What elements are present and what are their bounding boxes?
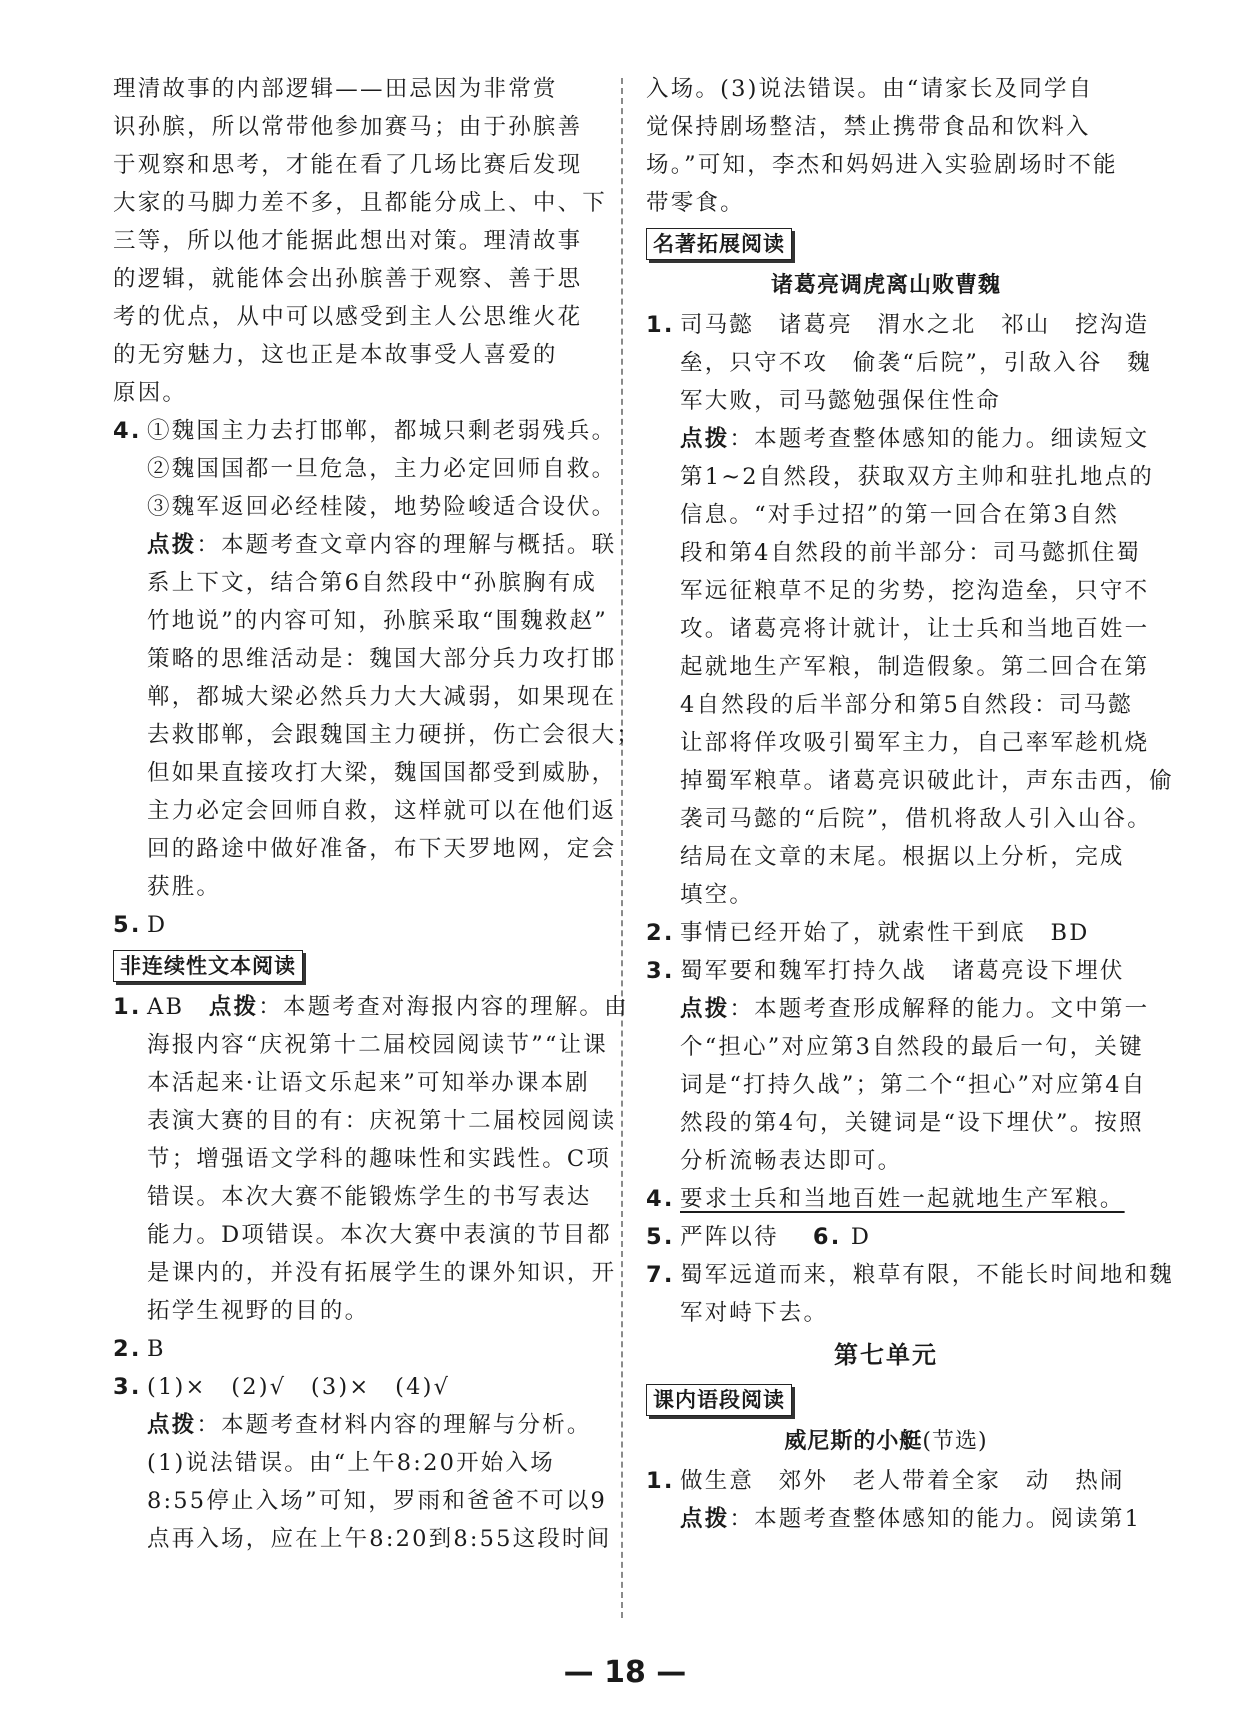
answer-text: 严阵以待 [680, 1224, 779, 1250]
answer-text: 蜀军要和魏军打持久战 诸葛亮设下埋伏 [680, 958, 1125, 984]
answer-text: B [147, 1336, 166, 1362]
text-line: 带零食。 [646, 190, 745, 216]
item-number: 1. [646, 1468, 675, 1494]
section-heading-nonlinear: 非连续性文本阅读 [113, 950, 303, 982]
text-line: 是课内的，并没有拓展学生的课外知识，开 [147, 1260, 617, 1286]
text-line: 4自然段的后半部分和第5自然段：司马懿 [680, 692, 1133, 718]
text-line: ②魏国国都一旦危急，主力必定回师自救。 [147, 456, 617, 482]
answer-item-n2 [113, 1330, 598, 1368]
left-column [113, 70, 642, 1558]
item-number: 2. [113, 1336, 142, 1362]
text-line: 司马懿 诸葛亮 渭水之北 祁山 挖沟造 [680, 312, 1150, 338]
answer-text: 做生意 郊外 老人带着全家 动 热闹 [680, 1468, 1125, 1494]
answer-item-r1 [646, 306, 1175, 914]
text-line: 分析流畅表达即可。 [680, 1148, 903, 1174]
item-number: 7. [646, 1262, 675, 1288]
text-line: 郸，都城大梁必然兵力大大减弱，如果现在 [147, 684, 617, 710]
text-line: 信息。“对手过招”的第一回合在第3自然 [680, 502, 1120, 528]
answer-item-n3 [113, 1368, 612, 1558]
text-line: 8:55停止入场”可知，罗雨和爸爸不可以9 [147, 1488, 608, 1514]
text-line: 的无穷魅力，这也正是本故事受人喜爱的 [113, 342, 558, 368]
text-line: 入场。(3)说法错误。由“请家长及同学自 [646, 76, 1094, 102]
item-number: 5. [113, 912, 142, 938]
text-line: 节；增强语文学科的趣味性和实践性。C项 [147, 1146, 612, 1172]
tip-label: 点拨 [147, 532, 197, 558]
text-line: ①魏国主力去打邯郸，都城只剩老弱残兵。 [147, 418, 617, 444]
column-divider [621, 78, 623, 1618]
item-number: 4. [646, 1186, 675, 1212]
passage-title [646, 1422, 1126, 1462]
answer-text: (1)× (2)√ (3)× (4)√ [147, 1374, 451, 1400]
text-line: 让部将佯攻吸引蜀军主力，自己率军趁机烧 [680, 730, 1150, 756]
answer-text: D [147, 912, 168, 938]
text-line: 理清故事的内部逻辑——田忌因为非常赏 [113, 76, 558, 102]
text-line: 觉保持剧场整洁，禁止携带食品和饮料入 [646, 114, 1091, 140]
tip-label: 点拨 [208, 994, 259, 1020]
text-line: 考的优点，从中可以感受到主人公思维火花 [113, 304, 583, 330]
answer-item-r5 [646, 1218, 1126, 1256]
text-line: 词是“打持久战”；第二个“担心”对应第4自 [680, 1072, 1147, 1098]
text-line: 军对峙下去。 [680, 1300, 829, 1326]
tip-label: 点拨 [680, 996, 730, 1022]
text-line: 系上下文，结合第6自然段中“孙膑胸有成 [147, 570, 598, 596]
text-line: 竹地说”的内容可知，孙膑采取“围魏救赵” [147, 608, 609, 634]
text-line: ：本题考查材料内容的理解与分析。 [196, 1412, 592, 1438]
passage-note: (节选) [922, 1429, 988, 1454]
answer-item-n1 [113, 988, 629, 1330]
answer-text: AB [147, 994, 185, 1020]
text-line: ：本题考查形成解释的能力。文中第一 [729, 996, 1150, 1022]
item-number: 1. [646, 312, 675, 338]
item-number: 3. [646, 958, 675, 984]
answer-item-v1 [646, 1462, 1142, 1538]
text-line: 填空。 [680, 882, 755, 908]
text-line: 掉蜀军粮草。诸葛亮识破此计，声东击西，偷 [680, 768, 1175, 794]
answer-item-5 [113, 906, 598, 944]
text-line: ③魏军返回必经桂陵，地势险峻适合设伏。 [147, 494, 617, 520]
text-line: 获胜。 [147, 874, 222, 900]
tip-label: 点拨 [680, 426, 730, 452]
text-line: 场。”可知，李杰和妈妈进入实验剧场时不能 [646, 152, 1118, 178]
text-line: (1)说法错误。由“上午8:20开始入场 [147, 1450, 555, 1476]
intro-paragraph [113, 70, 608, 412]
answer-text-underlined: 要求士兵和当地百姓一起就地生产军粮。 [680, 1186, 1125, 1212]
right-column [646, 70, 1175, 1538]
text-line: 错误。本次大赛不能锻炼学生的书写表达 [147, 1184, 592, 1210]
text-line: 袭司马懿的“后院”，借机将敌人引入山谷。 [680, 806, 1153, 832]
text-line: 第1~2自然段，获取双方主帅和驻扎地点的 [680, 464, 1154, 490]
text-line: 垒，只守不攻 偷袭“后院”，引敌入谷 魏 [680, 350, 1153, 376]
section-heading-classic: 名著拓展阅读 [646, 228, 792, 260]
text-line: 大家的马脚力差不多，且都能分成上、中、下 [113, 190, 608, 216]
answer-text: D [850, 1224, 872, 1250]
text-line: ：本题考查整体感知的能力。细读短文 [729, 426, 1150, 452]
item-number: 3. [113, 1374, 142, 1400]
text-line: 军大败，司马懿勉强保住性命 [680, 388, 1002, 414]
item-number: 6. [812, 1224, 842, 1250]
text-line: 结局在文章的末尾。根据以上分析，完成 [680, 844, 1125, 870]
answer-item-r2 [646, 914, 1126, 952]
text-line: 然段的第4句，关键词是“设下埋伏”。按照 [680, 1110, 1144, 1136]
item-number: 1. [113, 994, 142, 1020]
text-line: 主力必定会回师自救，这样就可以在他们返 [147, 798, 617, 824]
text-line: 回的路途中做好准备，布下天罗地网，定会 [147, 836, 617, 862]
passage-title-text: 威尼斯的小艇 [784, 1429, 923, 1454]
text-line: ：本题考查文章内容的理解与概括。联 [196, 532, 617, 558]
text-line: 本活起来·让语文乐起来”可知举办课本剧 [147, 1070, 590, 1096]
story-title: 诸葛亮调虎离山败曹魏 [770, 273, 1001, 298]
text-line: 去救邯郸，会跟魏国主力硬拼，伤亡会很大； [147, 722, 642, 748]
text-line: ：本题考查对海报内容的理解。由 [258, 994, 629, 1020]
item-number: 2. [646, 920, 675, 946]
text-line: 起就地生产军粮，制造假象。第二回合在第 [680, 654, 1150, 680]
text-line: 海报内容“庆祝第十二届校园阅读节”“让课 [147, 1032, 609, 1058]
text-line: 蜀军远道而来，粮草有限，不能长时间地和魏 [680, 1262, 1175, 1288]
text-line: 拓学生视野的目的。 [147, 1298, 370, 1324]
text-line: 军远征粮草不足的劣势，挖沟造垒，只守不 [680, 578, 1150, 604]
section-heading-inclass: 课内语段阅读 [646, 1384, 792, 1416]
text-line: 能力。D项错误。本次大赛中表演的节目都 [147, 1222, 612, 1248]
item-number: 4. [113, 418, 142, 444]
answer-item-r4 [646, 1180, 1126, 1218]
text-line: 个“担心”对应第3自然段的最后一句，关键 [680, 1034, 1144, 1060]
text-line: 策略的思维活动是：魏国大部分兵力攻打邯 [147, 646, 617, 672]
text-line: 原因。 [113, 380, 188, 406]
text-line: 三等，所以他才能据此想出对策。理清故事 [113, 228, 583, 254]
unit-title: 第七单元 [834, 1341, 938, 1369]
text-line: 段和第4自然段的前半部分：司马懿抓住蜀 [680, 540, 1142, 566]
tip-label: 点拨 [147, 1412, 197, 1438]
text-line: ：本题考查整体感知的能力。阅读第1 [729, 1506, 1142, 1532]
answer-item-4 [113, 412, 642, 906]
item-number: 5. [646, 1224, 675, 1250]
text-line: 于观察和思考，才能在看了几场比赛后发现 [113, 152, 583, 178]
answer-item-r7 [646, 1256, 1175, 1332]
page-number: — 18 — [563, 1655, 687, 1690]
text-line: 的逻辑，就能体会出孙膑善于观察、善于思 [113, 266, 583, 292]
text-line: 点再入场，应在上午8:20到8:55这段时间 [147, 1526, 612, 1552]
tip-label: 点拨 [680, 1506, 730, 1532]
answer-text: 事情已经开始了，就索性干到底 BD [680, 920, 1090, 946]
text-line: 攻。诸葛亮将计就计，让士兵和当地百姓一 [680, 616, 1150, 642]
continued-paragraph [646, 70, 1126, 222]
answer-item-r3 [646, 952, 1150, 1180]
text-line: 但如果直接攻打大梁，魏国国都受到威胁， [147, 760, 617, 786]
text-line: 识孙膑，所以常带他参加赛马；由于孙膑善 [113, 114, 583, 140]
text-line: 表演大赛的目的有：庆祝第十二届校园阅读 [147, 1108, 617, 1134]
